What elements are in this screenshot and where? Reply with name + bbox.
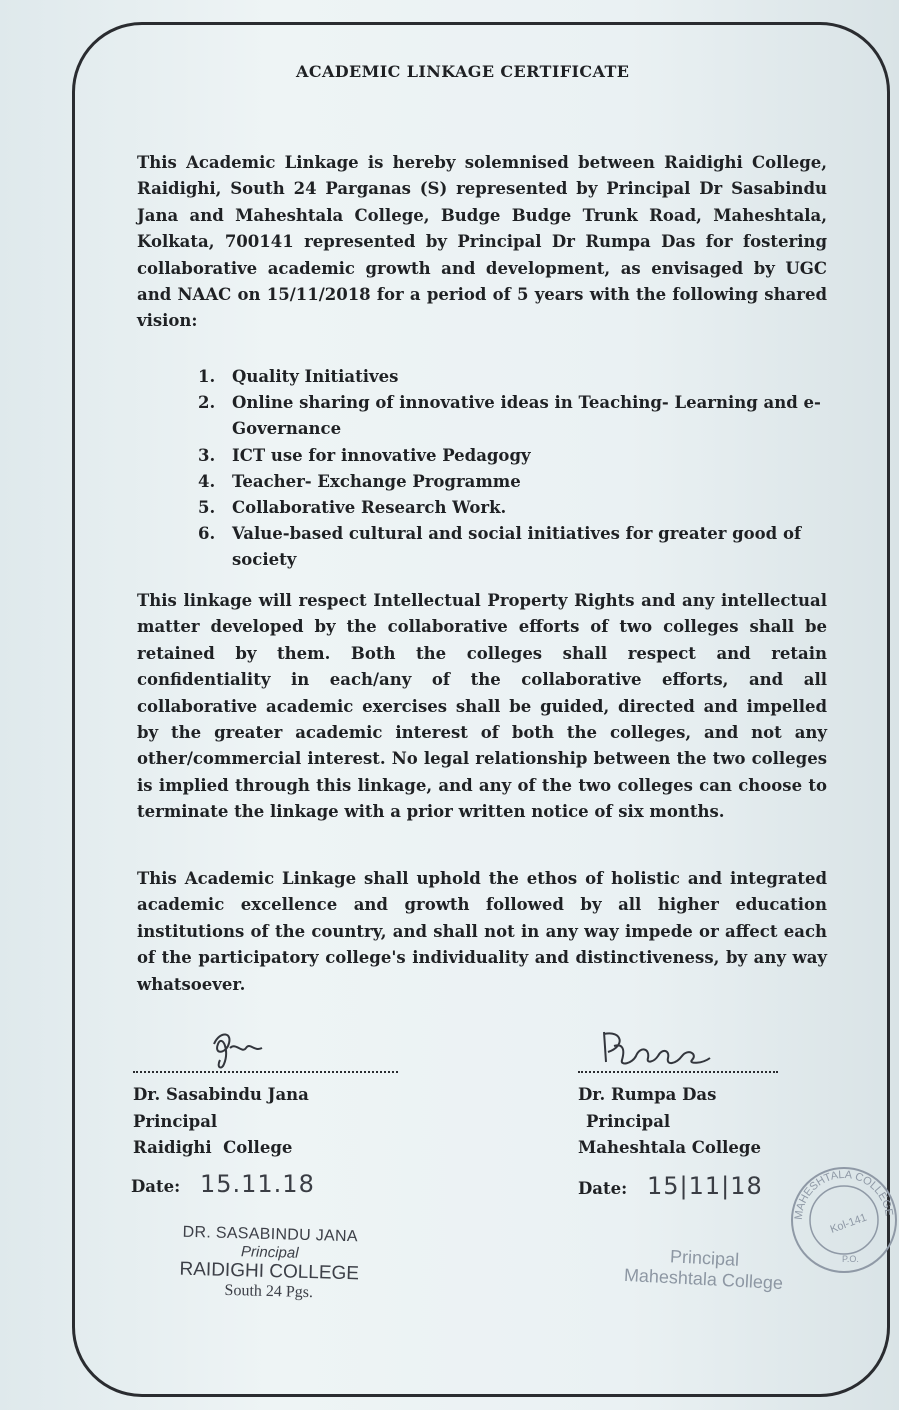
stamp-left-name: DR. SASABINDU JANA	[182, 1223, 359, 1246]
right-date	[578, 1172, 763, 1200]
list-item-text: ICT use for innovative Pedagogy	[232, 445, 531, 465]
left-signatory-designation: Principal	[133, 1111, 218, 1131]
list-item-text: Quality Initiatives	[232, 367, 399, 386]
left-signatory-college: Raidighi College	[133, 1138, 293, 1157]
list-item-text: Collaborative Research Work.	[232, 498, 507, 518]
right-signatory-designation: Principal	[586, 1111, 671, 1131]
left-date	[131, 1170, 315, 1198]
stamp-right-designation: Principal	[669, 1246, 740, 1270]
list-item	[198, 469, 828, 495]
list-item-text: Online sharing of innovative ideas in Teaching- Learning and e-Governance	[232, 393, 821, 439]
certificate-title: ACADEMIC LINKAGE CERTIFICATE	[296, 62, 630, 81]
list-item-number: 3.	[198, 445, 216, 465]
right-date-label: Date:	[578, 1179, 628, 1198]
svg-text:P.O.: P.O.	[842, 1254, 859, 1264]
right-signatory	[578, 1082, 761, 1162]
list-item	[198, 521, 828, 573]
list-item-number: 5.	[198, 498, 216, 518]
left-date-label: Date:	[131, 1177, 181, 1196]
list-item-number: 4.	[198, 471, 216, 491]
right-signature	[592, 1022, 732, 1072]
svg-text:Kol-141: Kol-141	[828, 1211, 869, 1236]
left-signature	[200, 1024, 280, 1072]
intro-paragraph: This Academic Linkage is hereby solemnised between Raidighi College, Raidighi, South 24 Parganas (S) represented by Principal Dr Sasabindu Jana and Maheshtala College, Budge Budge Trunk Road, Maheshtala, Kolkata, 700141 represented by Principal Dr Rumpa Das for fostering collaborative academic growth and development, as envisaged by UGC and NAAC on 15/11/2018 for a period of 5 years with the following shared vision:	[137, 153, 827, 331]
list-item-text: Value-based cultural and social initiatives for greater good of society	[232, 524, 802, 570]
ip-paragraph: This linkage will respect Intellectual Property Rights and any intellectual matter developed by the collaborative efforts of two colleges shall be retained by them. Both the colleges shall respect and retain confidentiality in each/any of the collaborative efforts, and all collaborative academic exercises shall be guided, directed and impelled by the greater academic interest of both the colleges, and not any other/commercial interest. No legal relationship between the two colleges is implied through this linkage, and any of the two colleges can choose to terminate the linkage with a prior written notice of six months.	[137, 591, 827, 822]
stamp-left-location: South 24 Pgs.	[224, 1281, 314, 1302]
list-item-text: Teacher- Exchange Programme	[232, 471, 521, 491]
list-item-number: 1.	[198, 367, 216, 386]
right-signature-line	[578, 1071, 778, 1073]
right-date-value: 15|11|18	[646, 1172, 763, 1200]
list-item	[198, 364, 828, 390]
list-item	[198, 443, 828, 469]
right-signatory-name: Dr. Rumpa Das	[578, 1085, 717, 1104]
list-item	[198, 390, 828, 442]
left-date-value: 15.11.18	[199, 1170, 315, 1198]
left-signatory-name: Dr. Sasabindu Jana	[133, 1085, 309, 1104]
college-seal	[782, 1158, 899, 1278]
list-item-number: 6.	[198, 524, 216, 544]
shared-vision-list	[198, 364, 828, 574]
stamp-left-college: RAIDIGHI COLLEGE	[179, 1258, 360, 1285]
left-signatory	[133, 1082, 309, 1162]
list-item	[198, 495, 828, 521]
left-official-stamp	[161, 1223, 378, 1304]
left-signature-line	[133, 1071, 398, 1073]
list-item-number: 2.	[198, 393, 216, 413]
svg-text:MAHESHTALA COLLEGE: MAHESHTALA COLLEGE	[792, 1168, 895, 1221]
stamp-right-college: Maheshtala College	[623, 1264, 784, 1294]
ethos-paragraph: This Academic Linkage shall uphold the ethos of holistic and integrated academic excellence and growth followed by all higher education institutions of the country, and shall not in any way impede or affect each of the participatory college's individuality and distinctiveness, by any way whatsoever.	[137, 869, 827, 994]
stamp-left-designation: Principal	[240, 1243, 299, 1262]
right-signatory-college: Maheshtala College	[578, 1138, 761, 1157]
